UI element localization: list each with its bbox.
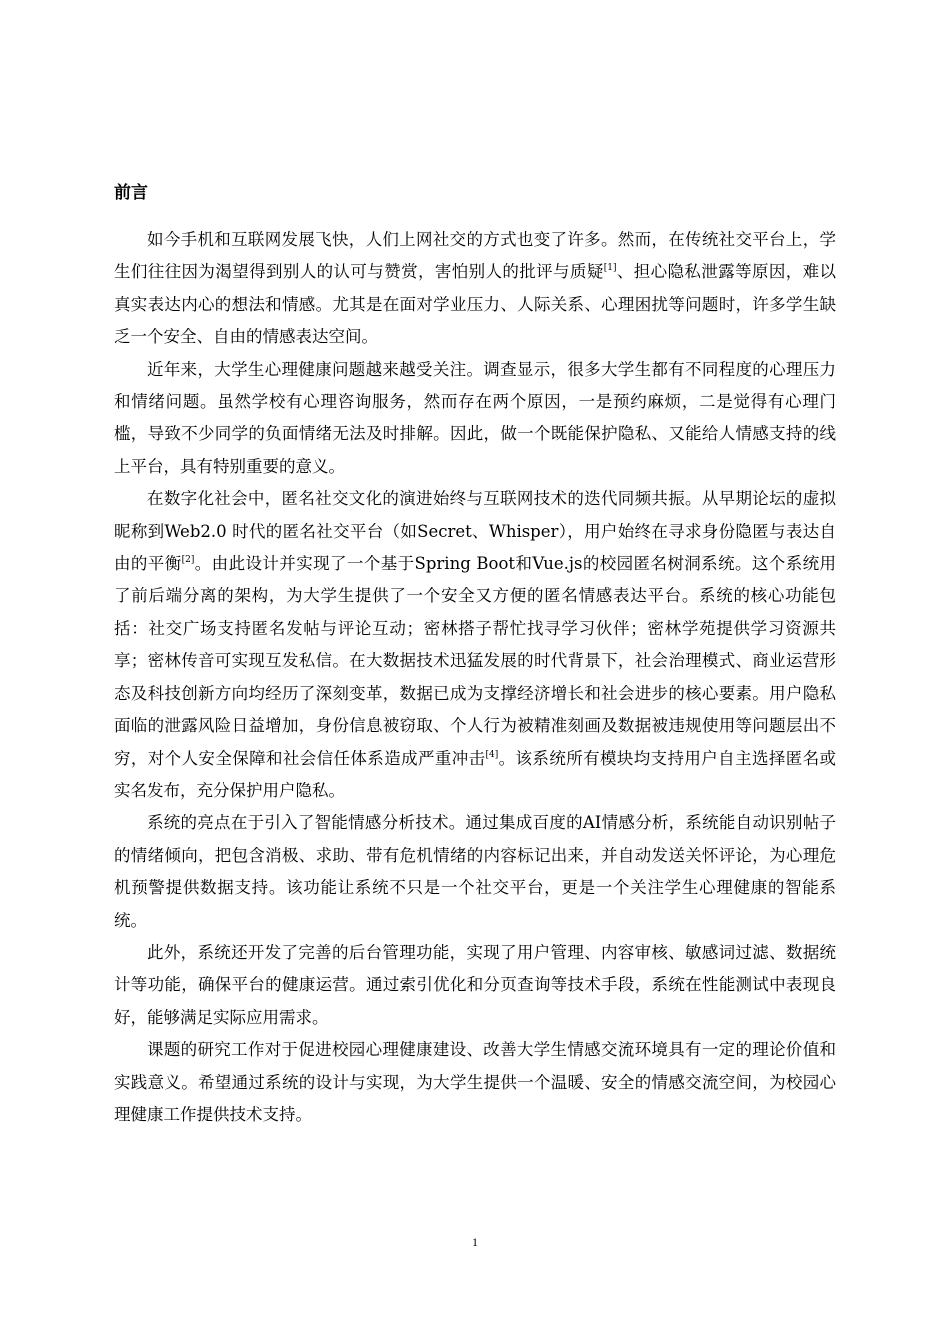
paragraph-text: 。由此设计并实现了一个基于Spring Boot和Vue.js的校园匿名树洞系统。这个系统用了前后端分离的架构，为大学生提供了一个安全又方便的匿名情感表达平台。系统的核心功能包括：社交广场支持匿名发帖与评论互动；密林搭子帮忙找寻学习伙伴；密林学苑提供学习资源共享；密林传音可实现互发私信。在大数据技术迅猛发展的时代背景下，社会治理模式、商业运营形态及科技创新方向均经历了深刻变革，数据已成为支撑经济增长和社会进步的核心要素。用户隐私面临的泄露风险日益增加，身份信息被窃取、个人行为被精准刻画及数据被违规使用等问题层出不穷，对个人安全保障和社会信任体系造成严重冲击 (114, 554, 837, 768)
paragraph-text: 如今手机和互联网发展飞快，人们上网社交的方式也变了许多。然而，在传统社交平台上，学生们往往因为渴望得到别人的认可与赞赏，害怕别人的批评与质疑 (114, 230, 836, 282)
document-body (114, 179, 836, 1131)
paragraph-text: 在数字化社会中，匿名社交文化的演进始终与互联网技术的迭代同频共振。从早期论坛的虚拟昵称到Web2.0 时代的匿名社交平台（如Secret、Whisper），用户始终在寻求身份隐匿与表达自由的平衡 (114, 489, 836, 574)
paragraph-1 (114, 224, 836, 354)
citation-ref: [4] (485, 749, 499, 760)
paragraph-text: 、担心隐私泄露等原因，难以真实表达内心的想法和情感。尤其是在面对学业压力、人际关系、心理困扰等问题时，许多学生缺乏一个安全、自由的情感表达空间。 (114, 262, 837, 347)
paragraph-text: 课题的研究工作对于促进校园心理健康建设、改善大学生情感交流环境具有一定的理论价值和实践意义。希望通过系统的设计与实现，为大学生提供一个温暖、安全的情感交流空间，为校园心理健康工作提供技术支持。 (114, 1040, 836, 1124)
paragraph-text: 此外，系统还开发了完善的后台管理功能，实现了用户管理、内容审核、敏感词过滤、数据统计等功能，确保平台的健康运营。通过索引优化和分页查询等技术手段，系统在性能测试中表现良好，能够满足实际应用需求。 (114, 942, 836, 1027)
paragraph-text: 。该系统所有模块均支持用户自主选择匿名或实名发布，充分保护用户隐私。 (114, 748, 837, 800)
page-number: 1 (472, 1235, 478, 1249)
citation-ref: [1] (603, 263, 617, 274)
paragraph-6 (114, 1034, 836, 1131)
citation-ref: [2] (181, 555, 195, 566)
paragraph-text: 系统的亮点在于引入了智能情感分析技术。通过集成百度的AI情感分析，系统能自动识别帖子的情绪倾向，把包含消极、求助、带有危机情绪的内容标记出来，并自动发送关怀评论，为心理危机预警提供数据支持。该功能让系统不只是一个社交平台，更是一个关注学生心理健康的智能系统。 (114, 813, 836, 930)
section-heading: 前言 (114, 183, 148, 203)
paragraph-text: 近年来，大学生心理健康问题越来越受关注。调查显示，很多大学生都有不同程度的心理压力和情绪问题。虽然学校有心理咨询服务，然而存在两个原因，一是预约麻烦，二是觉得有心理门槛，导致不少同学的负面情绪无法及时排解。因此，做一个既能保护隐私、又能给人情感支持的线上平台，具有特别重要的意义。 (114, 359, 836, 476)
paragraph-4 (114, 807, 836, 937)
paragraph-2 (114, 354, 836, 484)
paragraph-5 (114, 937, 836, 1034)
paragraph-3 (114, 483, 836, 807)
